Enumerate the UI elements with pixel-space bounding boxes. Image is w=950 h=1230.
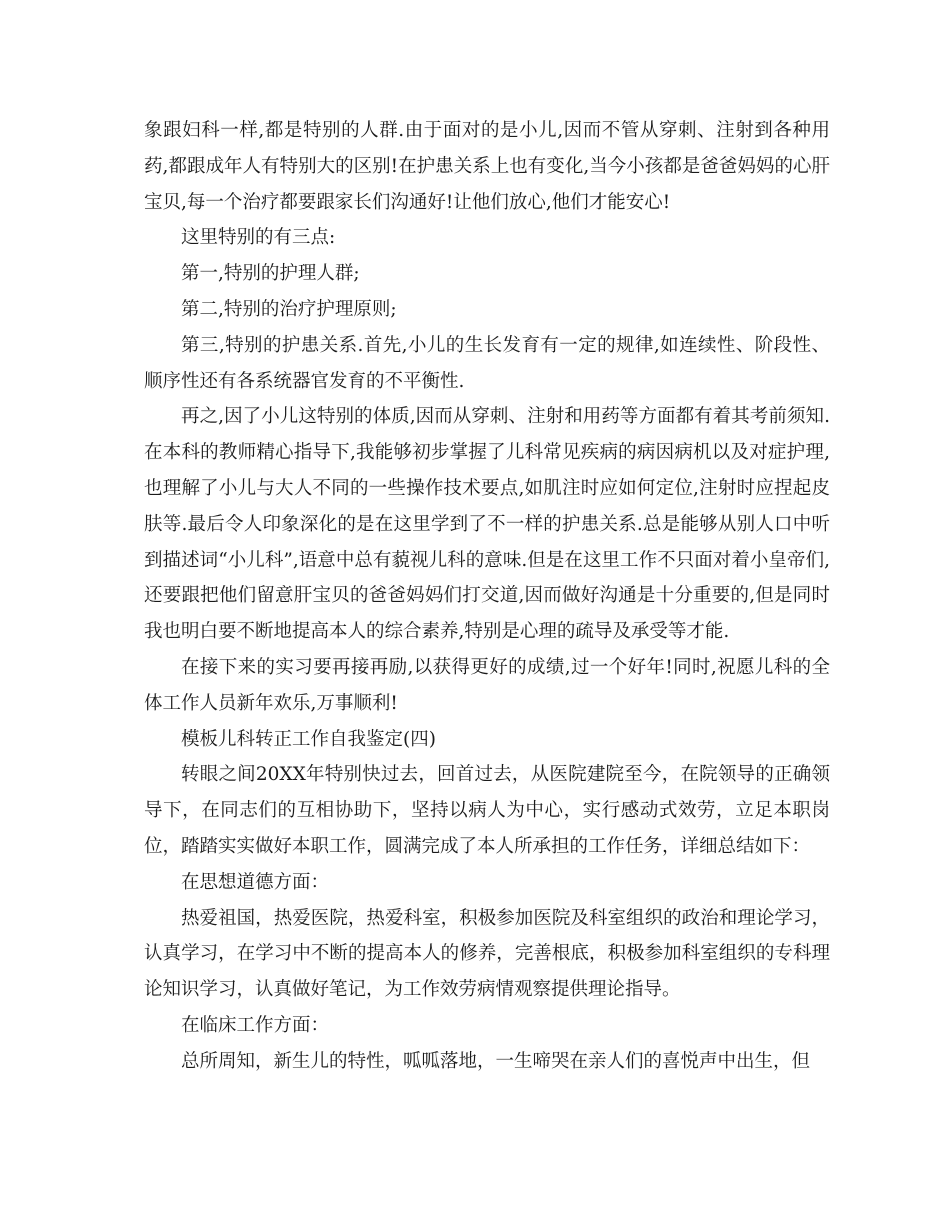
subsection-heading: 在临床工作方面：	[181, 1014, 330, 1036]
paragraph: 热爱祖国，热爱医院，热爱科室，积极参加医院及科室组织的政治和理论学习，认真学习，在学习中不断的提高本人的修养，完善根底，积极参加科室组织的专科理论知识学习，认真做好笔记，为工作效劳病情观察提供理论指导。	[144, 907, 830, 1001]
paragraph: 第二,特别的治疗护理原则;	[181, 298, 397, 320]
paragraph: 在接下来的实习要再接再励,以获得更好的成绩,过一个好年!同时,祝愿儿科的全体工作人员新年欢乐,万事顺利!	[144, 656, 830, 714]
subsection-heading: 在思想道德方面：	[181, 871, 330, 893]
paragraph: 这里特别的有三点:	[181, 227, 336, 249]
paragraph: 第一,特别的护理人群;	[181, 263, 360, 285]
paragraph: 再之,因了小儿这特别的体质,因而从穿刺、注射和用药等方面都有着其考前须知.在本科的教师精心指导下,我能够初步掌握了儿科常见疾病的病因病机以及对症护理,也理解了小儿与大人不同的一些操作技术要点,如肌注时应如何定位,注射时应捏起皮肤等.最后令人印象深化的是在这里学到了不一样的护患关系.总是能够从别人口中听到描述词“小儿科”,语意中总有藐视儿科的意味.但是在这里工作不只面对着小皇帝们,还要跟把他们留意肝宝贝的爸爸妈妈们打交道,因而做好沟通是十分重要的,但是同时我也明白要不断地提高本人的综合素养,特别是心理的疏导及承受等才能.	[144, 406, 830, 643]
paragraph: 转眼之间20XX年特别快过去，回首过去，从医院建院至今，在院领导的正确领导下，在同志们的互相协助下，坚持以病人为中心，实行感动式效劳，立足本职岗位，踏踏实实做好本职工作，圆满完成了本人所承担的工作任务，详细总结如下：	[144, 764, 830, 857]
paragraph: 总所周知，新生儿的特性，呱呱落地，一生啼哭在亲人们的喜悦声中出生，但	[181, 1050, 811, 1072]
section-heading: 模板儿科转正工作自我鉴定(四)	[181, 728, 436, 750]
document-body	[144, 113, 830, 1080]
paragraph: 象跟妇科一样,都是特别的人群.由于面对的是小儿,因而不管从穿刺、注射到各种用药,都跟成年人有特别大的区别!在护患关系上也有变化,当今小孩都是爸爸妈妈的心肝宝贝,每一个治疗都要跟家长们沟通好!让他们放心,他们才能安心!	[144, 120, 830, 213]
paragraph: 第三,特别的护患关系.首先,小儿的生长发育有一定的规律,如连续性、阶段性、顺序性还有各系统器官发育的不平衡性.	[144, 334, 830, 392]
